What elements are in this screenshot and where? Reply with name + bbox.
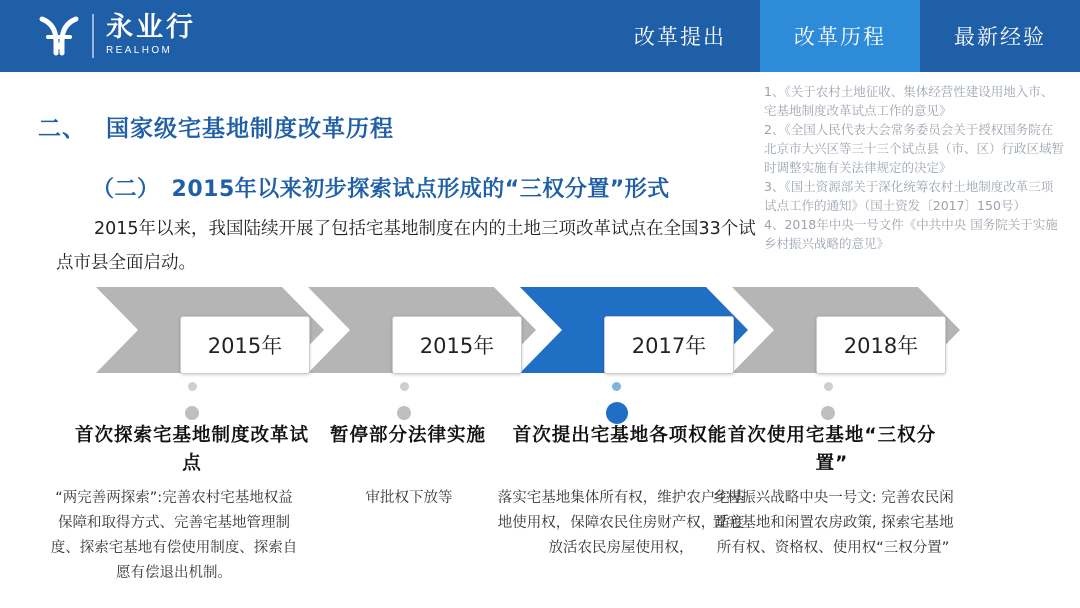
timeline-year-box-3[interactable]: 2018年 — [816, 316, 946, 374]
timeline-year-box-1[interactable]: 2015年 — [392, 316, 522, 374]
timeline-connector-dot-1 — [400, 382, 409, 391]
reference-note-3: 4、2018年中央一号文件《中共中央 国务院关于实施乡村振兴战略的意见》 — [764, 217, 1058, 251]
timeline-connector-dot-2 — [612, 382, 621, 391]
nav-item-0[interactable]: 改革提出 — [634, 25, 726, 49]
timeline-connector-dot-0 — [188, 382, 197, 391]
timeline-marker-dot-0 — [185, 406, 199, 420]
timeline-marker-dot-1 — [397, 406, 411, 420]
timeline-title-3: 首次使用宅基地“三权分置” — [727, 425, 937, 474]
reference-note-2: 3、《国土资源部关于深化统筹农村土地制度改革三项试点工作的通知》（国土资发〔2017〕150号） — [764, 179, 1054, 213]
top-nav — [600, 0, 1080, 72]
brand-logo — [0, 0, 420, 72]
intro-paragraph — [56, 212, 756, 280]
intro-paragraph-text: 2015年以来，我国陆续开展了包括宅基地制度在内的土地三项改革试点在全国33个试点市县全面启动。 — [56, 219, 756, 273]
timeline-title-1: 暂停部分法律实施 — [329, 425, 486, 446]
timeline-body-2: 落实宅基地集体所有权，维护农户宅基地使用权，保障农民住房财产权，适度放活农民房屋使用权， — [497, 490, 745, 556]
timeline-title-0: 首次探索宅基地制度改革试点 — [74, 425, 309, 474]
company-logo-icon — [36, 13, 82, 59]
section-number: 二、 — [38, 116, 86, 142]
nav-item-2[interactable]: 最新经验 — [954, 25, 1046, 49]
subsection-index: （二） — [92, 177, 160, 202]
reference-notes — [764, 82, 1064, 253]
subsection-heading — [92, 172, 670, 203]
brand-name-en: REALHOM — [106, 45, 173, 56]
timeline-marker-dot-3 — [821, 406, 835, 420]
nav-item-1[interactable]: 改革历程 — [760, 0, 920, 72]
reference-note-1: 2、《全国人民代表大会常务委员会关于授权国务院在北京市大兴区等三十三个试点县（市、区）行政区域暂时调整实施有关法律规定的决定》 — [764, 122, 1065, 175]
timeline-body-0: “两完善两探索”:完善农村宅基地权益保障和取得方式、完善宅基地管理制度、探索宅基地有偿使用制度、探索自愿有偿退出机制。 — [50, 490, 298, 581]
timeline-title-2: 首次提出宅基地各项权能 — [512, 425, 728, 446]
timeline-marker-dot-2 — [606, 402, 628, 424]
timeline-connector-dot-3 — [824, 382, 833, 391]
timeline-year-box-2[interactable]: 2017年 — [604, 316, 734, 374]
timeline-body-3: 乡村振兴战略中央一号文: 完善农民闲置宅基地和闲置农房政策, 探索宅基地所有权、资格权、使用权“三权分置” — [712, 490, 954, 556]
subsection-title: 2015年以来初步探索试点形成的“三权分置”形式 — [171, 177, 670, 202]
section-title: 国家级宅基地制度改革历程 — [106, 116, 394, 142]
timeline-body-1: 审批权下放等 — [365, 490, 453, 506]
app-header — [0, 0, 1080, 72]
timeline-year-box-0[interactable]: 2015年 — [180, 316, 310, 374]
section-heading — [38, 110, 394, 143]
reference-note-0: 1、《关于农村土地征收、集体经营性建设用地入市、宅基地制度改革试点工作的意见》 — [764, 84, 1054, 118]
brand-name-cn: 永业行 — [106, 12, 196, 43]
